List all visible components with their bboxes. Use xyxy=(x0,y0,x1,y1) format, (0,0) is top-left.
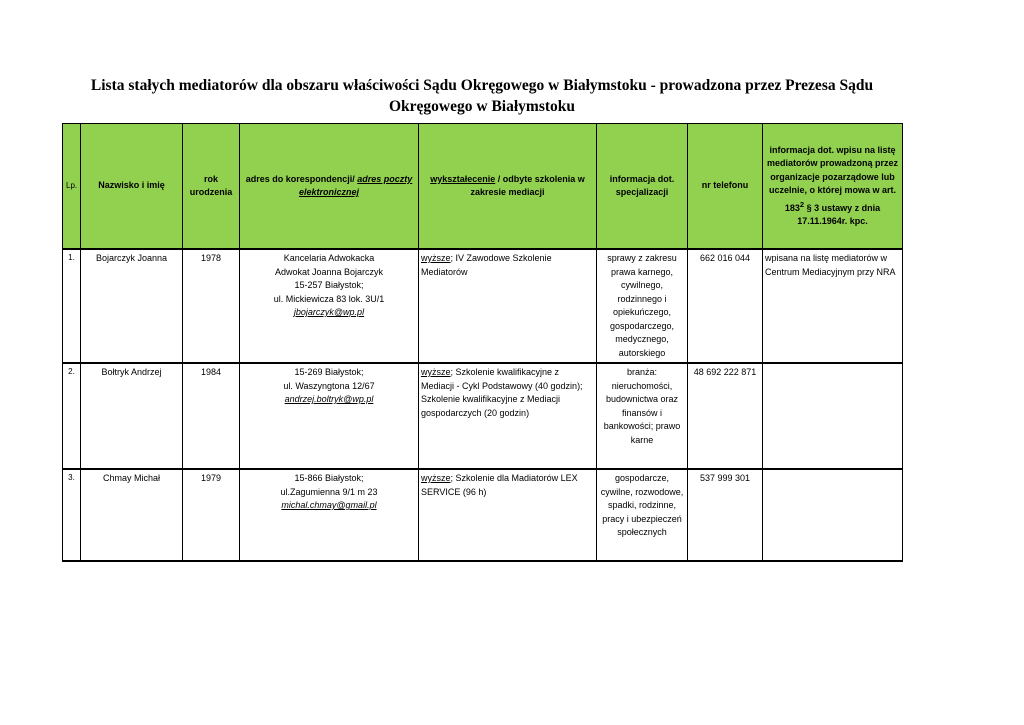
row-ngo-info xyxy=(763,469,903,561)
header-ngo-info-sup: 2 xyxy=(799,199,805,209)
table-row xyxy=(63,249,903,363)
header-education xyxy=(419,124,597,250)
row-address-line: ul.Zagumienna 9/1 m 23 xyxy=(280,486,378,497)
row-name: Bołtryk Andrzej xyxy=(81,363,183,469)
row-address-line: 15-866 Białystok; xyxy=(294,473,364,483)
mediators-table xyxy=(62,123,903,562)
header-education-part1: wykształecenie xyxy=(430,173,496,184)
row-address-line: Kancelaria Adwokacka xyxy=(283,253,375,263)
row-ngo-info xyxy=(763,363,903,469)
row-address xyxy=(240,469,419,561)
header-education-part2: / odbyte szkolenia w zakresie mediacji xyxy=(470,173,585,197)
row-education-courses: ; Szkolenie dla Madiatorów LEX SERVICE (96 h) xyxy=(421,473,578,497)
row-lp: 3. xyxy=(63,469,81,561)
row-year: 1979 xyxy=(183,469,240,561)
row-address-line: ul. Mickiewicza 83 lok. 3U/1 xyxy=(273,293,385,304)
table-row xyxy=(63,363,903,469)
row-address-line: Adwokat Joanna Bojarczyk xyxy=(274,266,384,277)
row-education-courses: ; IV Zawodowe Szkolenie Mediatorów xyxy=(421,253,552,277)
row-email-link[interactable]: jbojarczyk@wp.pl xyxy=(293,307,365,317)
row-address-line: ul. Waszyngtona 12/67 xyxy=(283,380,375,391)
header-year: rok urodzenia xyxy=(183,124,240,250)
row-address-line: 15-257 Białystok; xyxy=(294,280,364,290)
table-header-row xyxy=(63,124,903,250)
row-address xyxy=(240,363,419,469)
row-specialization: branża: nieruchomości, budownictwa oraz finansów i bankowości; prawo karne xyxy=(597,363,688,469)
page-title-line1: Lista stałych mediatorów dla obszaru właściwości Sądu Okręgowego w Białymstoku - prowadzona przez Prezesa Sądu xyxy=(90,77,874,94)
row-specialization: sprawy z zakresu prawa karnego, cywilnego, rodzinnego i opiekuńczego, gospodarczego, medycznego, autorskiego xyxy=(597,249,688,363)
row-specialization: gospodarcze, cywilne, rozwodowe, spadki, rodzinne, pracy i ubezpieczeń społecznych xyxy=(597,469,688,561)
row-phone: 537 999 301 xyxy=(688,469,763,561)
row-year: 1978 xyxy=(183,249,240,363)
row-year: 1984 xyxy=(183,363,240,469)
row-lp: 2. xyxy=(63,363,81,469)
page-title xyxy=(62,75,902,117)
header-address xyxy=(240,124,419,250)
row-phone: 48 692 222 871 xyxy=(688,363,763,469)
table-row xyxy=(63,469,903,561)
header-phone: nr telefonu xyxy=(688,124,763,250)
row-address xyxy=(240,249,419,363)
row-education-level: wyższe xyxy=(421,473,451,483)
header-ngo-info-part2: § 3 ustawy z dnia 17.11.1964r. kpc. xyxy=(797,202,881,226)
row-ngo-info: wpisana na listę mediatorów w Centrum Mediacyjnym przy NRA xyxy=(763,249,903,363)
header-specialization: informacja dot. specjalizacji xyxy=(597,124,688,250)
row-name: Bojarczyk Joanna xyxy=(81,249,183,363)
row-address-line: 15-269 Białystok; xyxy=(294,367,364,377)
row-email-link[interactable]: andrzej.boltryk@wp.pl xyxy=(284,394,374,404)
header-ngo-info-part1: informacja dot. wpisu na listę mediatorów prowadzoną przez organizacje pozarządowe lub uczelnie, o której mowa w art. 183 xyxy=(766,144,898,213)
header-lp: Lp. xyxy=(63,124,81,250)
row-education xyxy=(419,249,597,363)
row-education-level: wyższe xyxy=(421,253,451,263)
header-name: Nazwisko i imię xyxy=(81,124,183,250)
row-education xyxy=(419,363,597,469)
header-address-part2: adres poczty elektronicznej xyxy=(298,173,413,197)
row-phone: 662 016 044 xyxy=(688,249,763,363)
page-title-line2: Okręgowego w Białymstoku xyxy=(389,98,575,115)
header-ngo-info xyxy=(763,124,903,250)
row-lp: 1. xyxy=(63,249,81,363)
row-email-link[interactable]: michal.chmay@gmail.pl xyxy=(281,500,377,510)
row-education-level: wyższe xyxy=(421,367,451,377)
row-name: Chmay Michał xyxy=(81,469,183,561)
row-education-courses: ; Szkolenie kwalifikacyjne z Mediacji - Cykl Podstawowy (40 godzin); Szkolenie kwalifikacyjne z Mediacji gospodarczych (20 godzin) xyxy=(421,367,583,418)
header-address-part1: adres do korespondencji/ xyxy=(245,173,358,184)
row-education xyxy=(419,469,597,561)
